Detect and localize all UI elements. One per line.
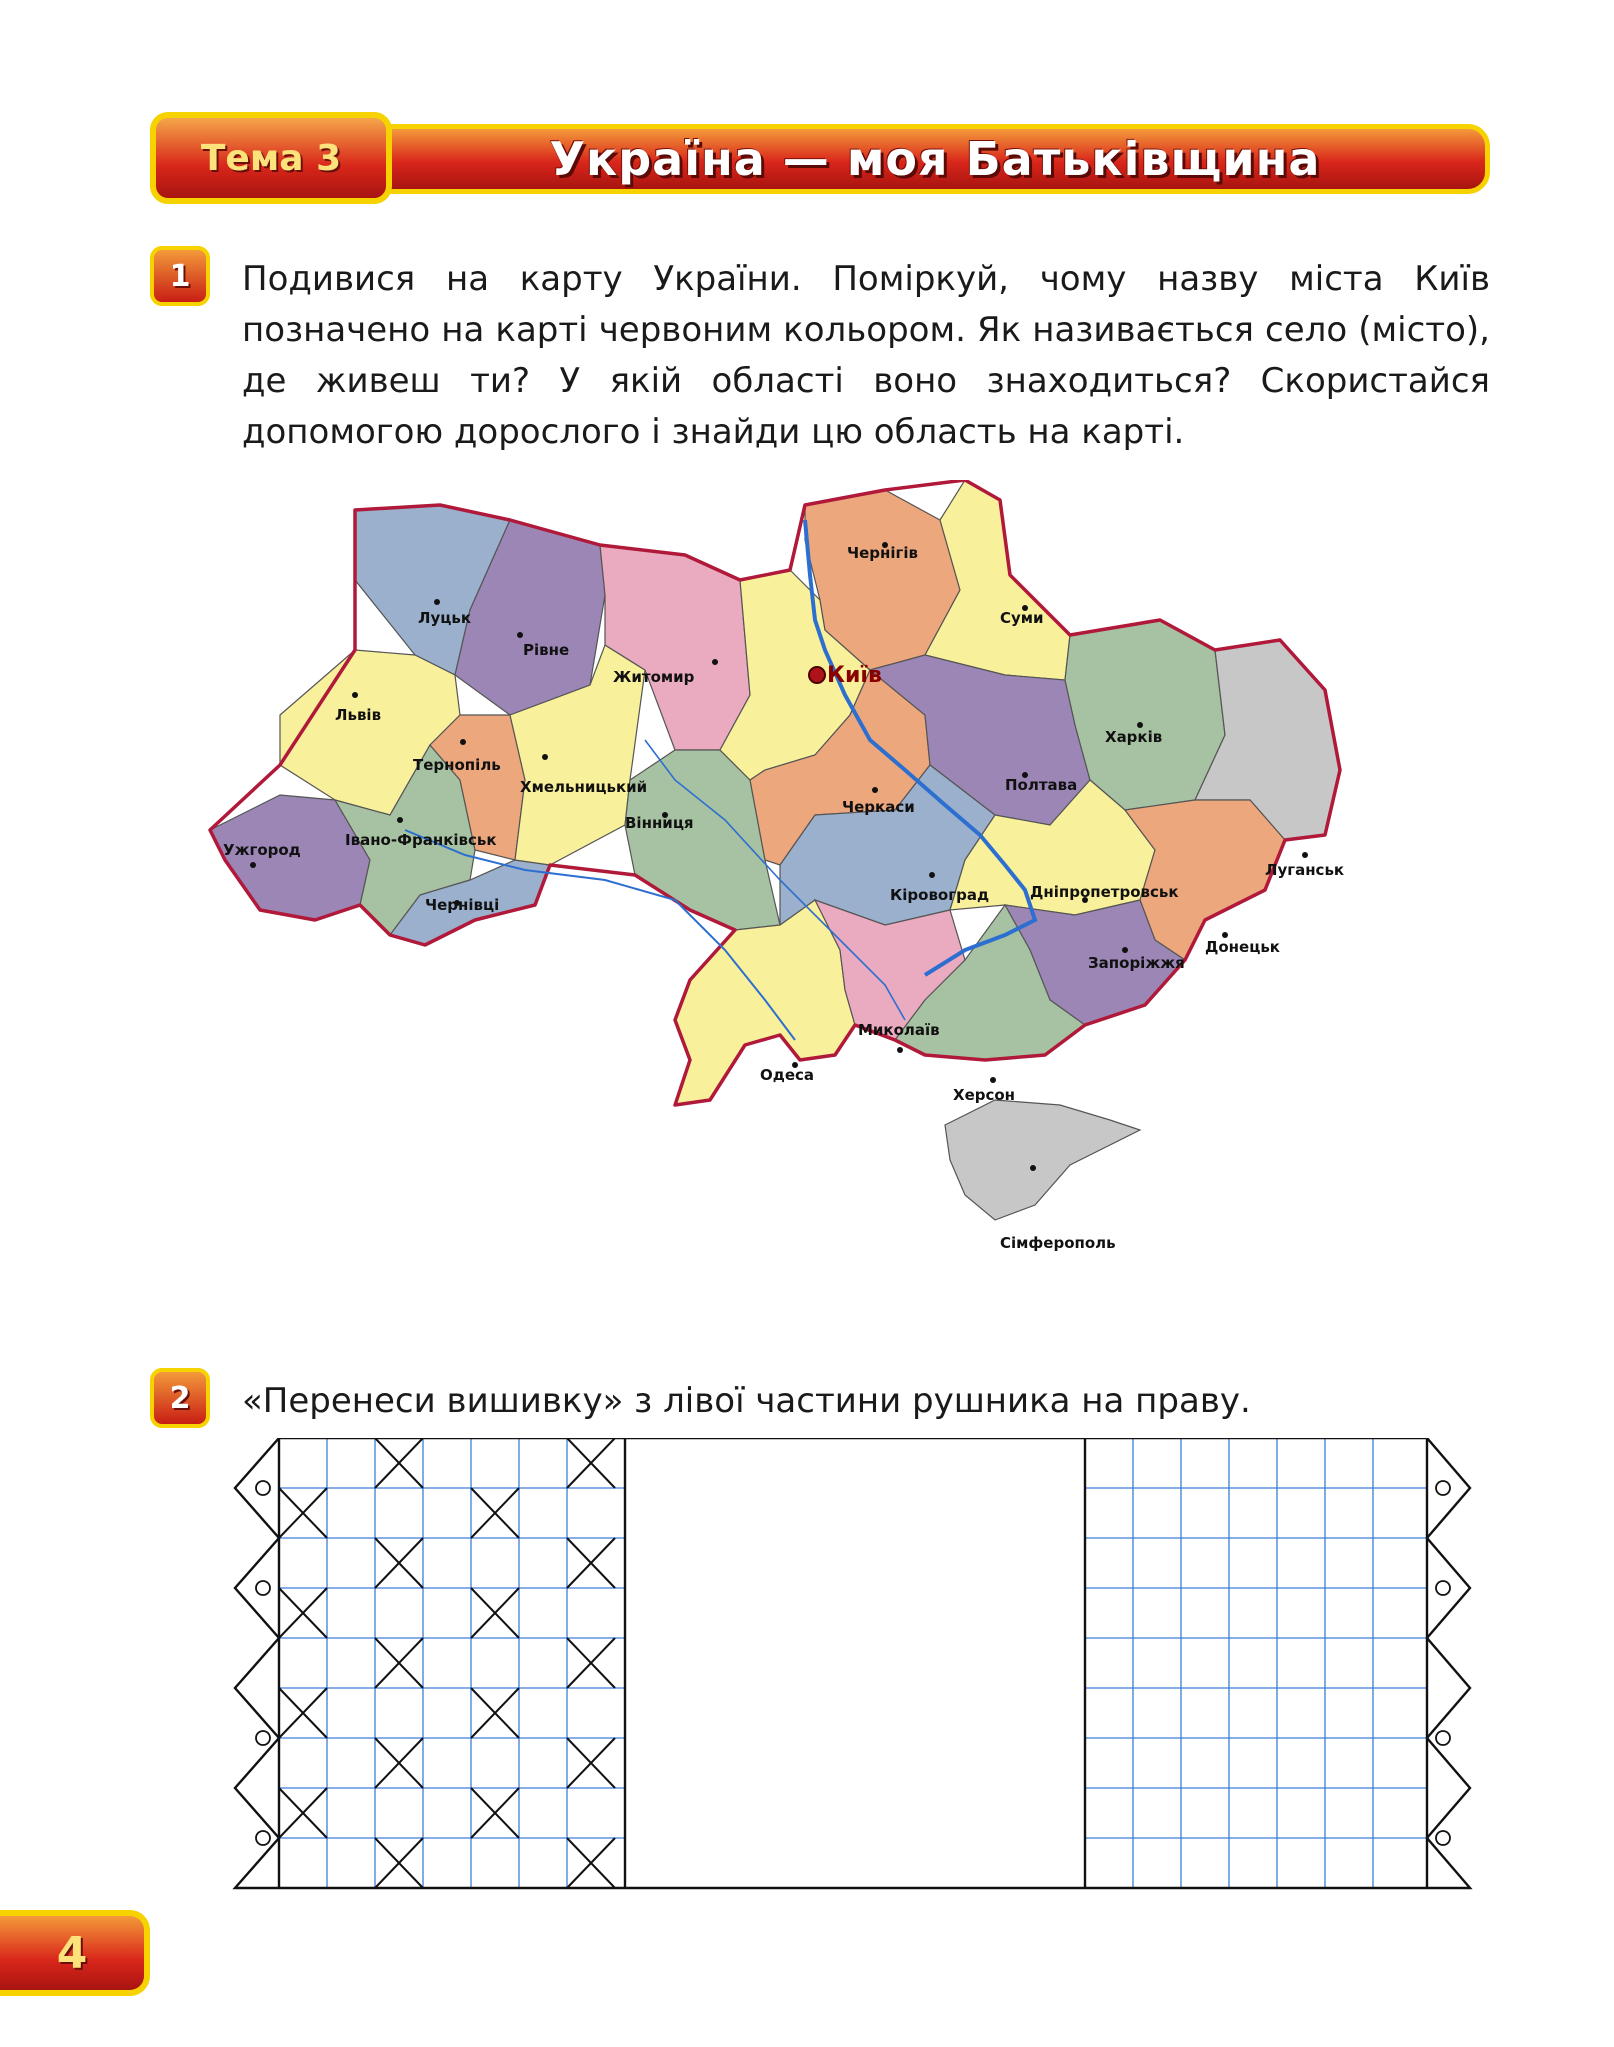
city-kherson: Херсон xyxy=(953,1086,1016,1104)
city-donetsk: Донецьк xyxy=(1205,938,1280,956)
page-title: Україна — моя Батьківщина xyxy=(549,132,1321,186)
city-lutsk: Луцьк xyxy=(418,609,472,627)
city-kirovohrad: Кіровоград xyxy=(890,886,990,904)
city-chernivtsi: Чернівці xyxy=(425,896,500,914)
city-luhansk: Луганськ xyxy=(1265,861,1345,879)
city-mykolaiv: Миколаїв xyxy=(858,1021,940,1039)
city-ternopil: Тернопіль xyxy=(413,756,501,774)
city-uzhhorod: Ужгород xyxy=(223,841,301,859)
city-kyiv-capital: Київ xyxy=(827,663,882,688)
task-1-badge: 1 xyxy=(150,246,210,306)
city-simferopol: Сімферополь xyxy=(1000,1234,1116,1252)
page-number: 4 xyxy=(0,1910,150,1996)
city-rivne: Рівне xyxy=(523,641,570,659)
embroidery-towel xyxy=(230,1438,1490,1898)
city-zaporizhzhia: Запоріжжя xyxy=(1088,954,1185,972)
kyiv-dot xyxy=(809,667,825,683)
city-ivano-frankivsk: Івано-Франківськ xyxy=(345,831,497,849)
task-2-text: «Перенеси вишивку» з лівої частини рушника на праву. xyxy=(242,1381,1251,1421)
left-grid xyxy=(279,1438,625,1888)
city-kharkiv: Харків xyxy=(1105,728,1163,746)
city-poltava: Полтава xyxy=(1005,776,1078,794)
topic-tab-label: Тема 3 xyxy=(200,137,342,179)
city-zhytomyr: Житомир xyxy=(613,668,695,686)
city-sumy: Суми xyxy=(1000,609,1044,627)
city-khmelnytskyi: Хмельницький xyxy=(520,778,648,796)
city-chernihiv: Чернігів xyxy=(847,544,919,562)
city-lviv: Львів xyxy=(335,706,382,724)
region-crimea xyxy=(945,1100,1140,1220)
ukraine-map-svg xyxy=(205,480,1495,1340)
city-vinnytsia: Вінниця xyxy=(625,814,694,832)
topic-header xyxy=(150,112,1490,204)
city-cherkasy: Черкаси xyxy=(842,798,915,816)
towel-svg xyxy=(230,1438,1490,1898)
task-1-text: Подивися на карту України. Поміркуй, чому назву міста Київ позначено на карті червоним кольором. Як називається село (місто), де живеш ти? У якій області воно знаходиться? Скористайся допомогою дорослого і знайди цю область на карті. xyxy=(242,259,1490,452)
task-2-badge: 2 xyxy=(150,1368,210,1428)
towel-fringe-dots xyxy=(256,1481,1450,1845)
right-grid xyxy=(1085,1438,1427,1888)
city-dnipropetrovsk: Дніпропетровськ xyxy=(1030,883,1179,901)
ukraine-map xyxy=(205,480,1495,1340)
city-odesa: Одеса xyxy=(760,1066,815,1084)
embroidery-crosses xyxy=(279,1438,615,1888)
topic-tab xyxy=(150,112,392,204)
towel-outline xyxy=(235,1438,1470,1888)
